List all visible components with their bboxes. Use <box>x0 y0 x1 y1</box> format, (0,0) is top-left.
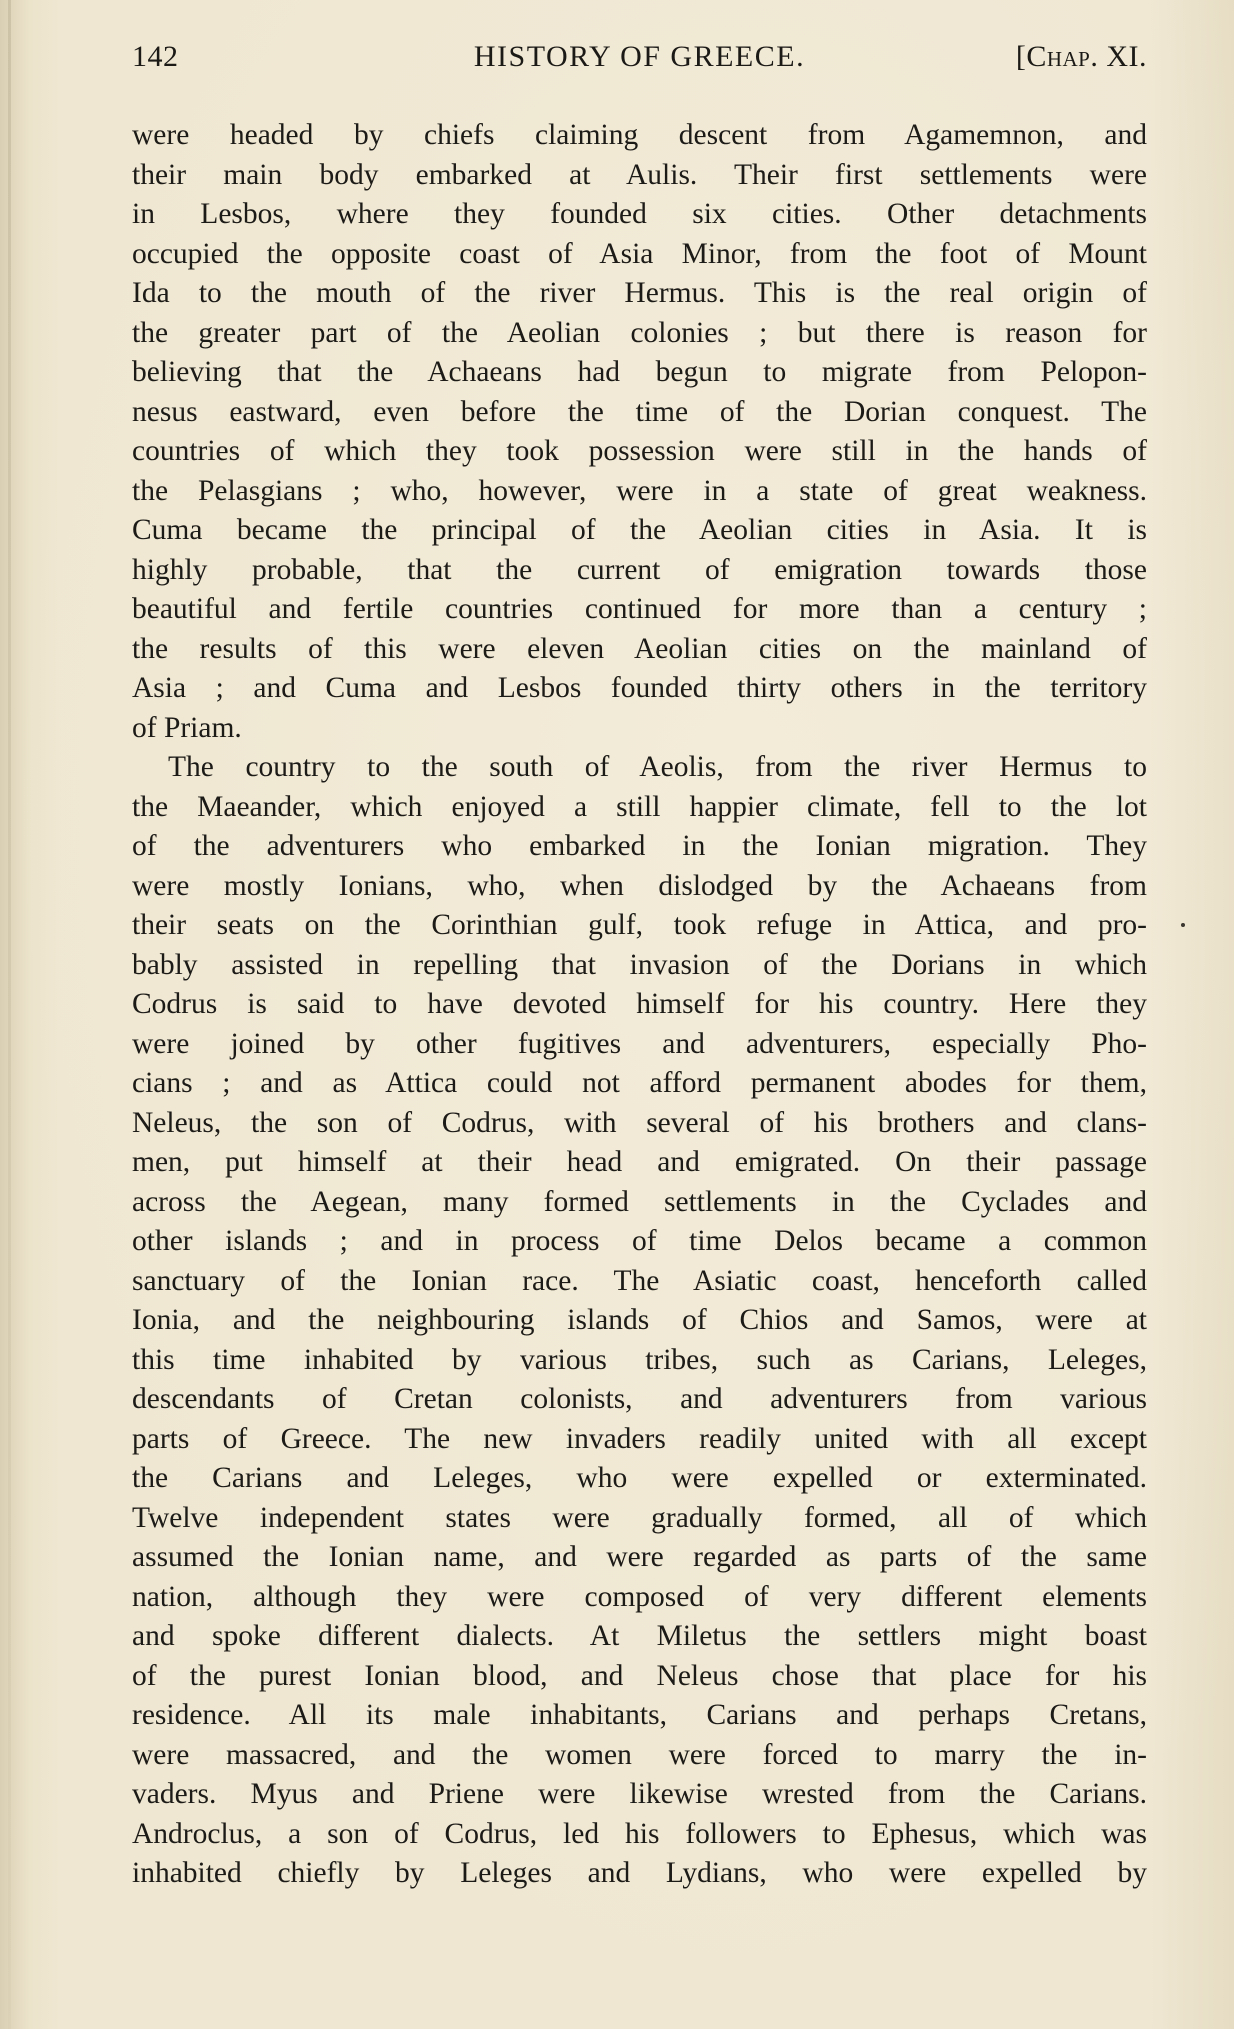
text-line: Androclus, a son of Codrus, led his followers to Ephesus, which was <box>132 1817 1147 1850</box>
text-line: nation, although they were composed of very different elements <box>132 1580 1147 1613</box>
text-line: the Pelasgians ; who, however, were in a state of great weakness. <box>132 474 1147 507</box>
text-line: their seats on the Corinthian gulf, took refuge in Attica, and pro- <box>132 909 1147 941</box>
text-line: sanctuary of the Ionian race. The Asiatic coast, henceforth called <box>132 1264 1147 1297</box>
text-line: Ionia, and the neighbouring islands of Chios and Samos, were at <box>132 1304 1147 1336</box>
print-speck <box>1181 923 1185 927</box>
running-title: HISTORY OF GREECE. <box>473 40 806 73</box>
text-line: men, put himself at their head and emigrated. On their passage <box>132 1146 1147 1178</box>
text-line: the Carians and Leleges, who were expelled or exterminated. <box>132 1462 1147 1494</box>
text-line: bably assisted in repelling that invasion of the Dorians in which <box>132 948 1147 981</box>
text-line: descendants of Cretan colonists, and adventurers from various <box>132 1383 1147 1415</box>
chapter-abbrev: Chap. <box>1026 40 1099 73</box>
text-line: assumed the Ionian name, and were regarded as parts of the same <box>132 1541 1147 1573</box>
text-line: Twelve independent states were gradually formed, all of which <box>132 1501 1147 1534</box>
text-line: Codrus is said to have devoted himself for his country. Here they <box>132 988 1147 1020</box>
text-line: the results of this were eleven Aeolian cities on the mainland of <box>132 632 1147 665</box>
page-number: 142 <box>132 40 179 73</box>
text-line: and spoke different dialects. At Miletus the settlers might boast <box>132 1620 1147 1652</box>
text-line: of Priam. <box>132 711 242 744</box>
body-text <box>132 116 1147 1894</box>
text-line: the Maeander, which enjoyed a still happier climate, fell to the lot <box>132 790 1147 823</box>
text-line: were massacred, and the women were forced to marry the in- <box>132 1738 1147 1771</box>
text-line: residence. All its male inhabitants, Carians and perhaps Cretans, <box>132 1699 1147 1731</box>
chapter-bracket: [ <box>1015 40 1027 73</box>
text-line: occupied the opposite coast of Asia Minor, from the foot of Mount <box>132 237 1147 270</box>
text-line: nesus eastward, even before the time of the Dorian conquest. The <box>132 395 1147 428</box>
chapter-reference <box>1016 40 1147 74</box>
text-line: vaders. Myus and Priene were likewise wrested from the Carians. <box>132 1778 1147 1810</box>
paragraph <box>132 116 1147 748</box>
text-line: highly probable, that the current of emigration towards those <box>132 553 1147 586</box>
binding-gutter <box>8 0 11 2029</box>
text-line: countries of which they took possession were still in the hands of <box>132 435 1147 467</box>
text-line: beautiful and fertile countries continued for more than a century ; <box>132 593 1147 625</box>
text-line: of the adventurers who embarked in the Ionian migration. They <box>132 830 1147 862</box>
text-line: this time inhabited by various tribes, such as Carians, Leleges, <box>132 1343 1147 1376</box>
text-line: in Lesbos, where they founded six cities. Other detachments <box>132 198 1147 230</box>
text-line: Cuma became the principal of the Aeolian cities in Asia. It is <box>132 514 1147 546</box>
text-line: were headed by chiefs claiming descent from Agamemnon, and <box>132 119 1147 151</box>
text-line: the greater part of the Aeolian colonies ; but there is reason for <box>132 316 1147 349</box>
text-line: inhabited chiefly by Leleges and Lydians, who were expelled by <box>132 1857 1147 1889</box>
text-line: Ida to the mouth of the river Hermus. This is the real origin of <box>132 277 1147 309</box>
text-line: their main body embarked at Aulis. Their first settlements were <box>132 158 1147 191</box>
text-line: of the purest Ionian blood, and Neleus chose that place for his <box>132 1659 1147 1692</box>
text-line: were joined by other fugitives and adventurers, especially Pho- <box>132 1027 1147 1060</box>
text-line: parts of Greece. The new invaders readily united with all except <box>132 1422 1147 1455</box>
text-line: believing that the Achaeans had begun to migrate from Pelopon- <box>132 356 1147 388</box>
page-header <box>132 40 1147 90</box>
chapter-numeral: XI. <box>1106 40 1147 73</box>
text-line: Asia ; and Cuma and Lesbos founded thirty others in the territory <box>132 672 1147 704</box>
text-line: cians ; and as Attica could not afford permanent abodes for them, <box>132 1067 1147 1099</box>
paragraph <box>132 748 1147 1894</box>
text-line: other islands ; and in process of time Delos became a common <box>132 1225 1147 1257</box>
text-line: The country to the south of Aeolis, from the river Hermus to <box>168 751 1147 783</box>
text-line: across the Aegean, many formed settlements in the Cyclades and <box>132 1185 1147 1218</box>
text-line: were mostly Ionians, who, when dislodged by the Achaeans from <box>132 869 1147 902</box>
text-line: Neleus, the son of Codrus, with several of his brothers and clans- <box>132 1106 1147 1139</box>
